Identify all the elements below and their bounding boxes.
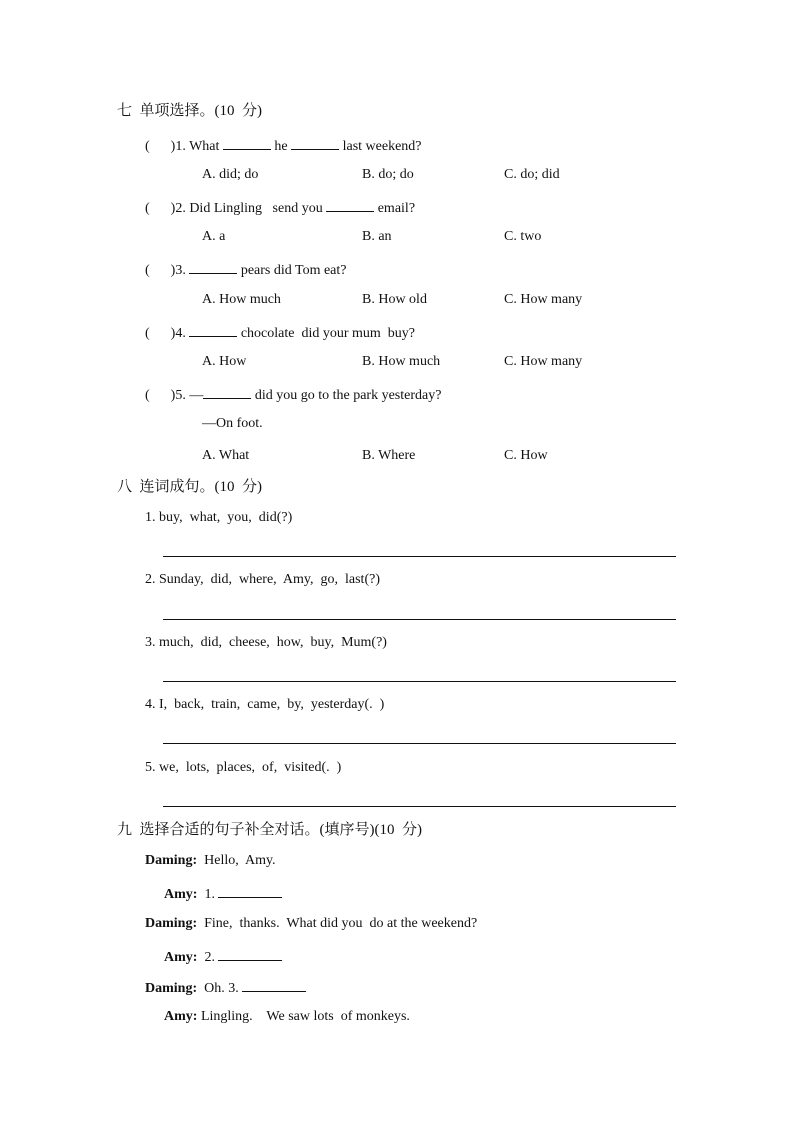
section7-title: 七 单项选择。(10 分)	[117, 103, 262, 119]
dialogue-line-5: Daming: Oh. 3.	[145, 977, 306, 998]
speaker-label: Amy:	[164, 1009, 198, 1024]
reorder-item-5: 5. we, lots, places, of, visited(. )	[145, 760, 342, 775]
question-4-option-a: A. How	[202, 354, 247, 369]
question-4-option-b: B. How much	[362, 354, 441, 369]
question-2-option-c: C. two	[504, 229, 542, 244]
question-3-stem: ( )3. pears did Tom eat?	[145, 259, 347, 280]
question-4-stem: ( )4. chocolate did your mum buy?	[145, 322, 415, 343]
speaker-label: Daming:	[145, 853, 198, 868]
question-3-option-a: A. How much	[202, 292, 281, 307]
question-5-option-b: B. Where	[362, 448, 416, 463]
answer-line-3[interactable]	[163, 681, 676, 682]
answer-blank[interactable]	[242, 977, 306, 992]
answer-line-4[interactable]	[163, 743, 676, 744]
question-2-stem: ( )2. Did Lingling send you email?	[145, 197, 415, 218]
question-5-option-a: A. What	[202, 448, 250, 463]
speaker-label: Daming:	[145, 981, 198, 996]
speaker-label: Daming:	[145, 916, 198, 931]
question-2-option-b: B. an	[362, 229, 392, 244]
reorder-item-2: 2. Sunday, did, where, Amy, go, last(?)	[145, 572, 380, 587]
question-4-option-c: C. How many	[504, 354, 583, 369]
answer-blank[interactable]	[223, 135, 271, 150]
dialogue-line-1: Daming: Hello, Amy.	[145, 853, 276, 868]
reorder-item-3: 3. much, did, cheese, how, buy, Mum(?)	[145, 635, 387, 650]
answer-blank[interactable]	[189, 322, 237, 337]
answer-blank[interactable]	[218, 946, 282, 961]
reorder-item-1: 1. buy, what, you, did(?)	[145, 510, 293, 525]
speaker-label: Amy:	[164, 887, 198, 902]
answer-line-2[interactable]	[163, 619, 676, 620]
section9-title: 九 选择合适的句子补全对话。(填序号)(10 分)	[117, 822, 422, 838]
question-2-option-a: A. a	[202, 229, 226, 244]
answer-blank[interactable]	[189, 259, 237, 274]
answer-blank[interactable]	[291, 135, 339, 150]
question-3-option-b: B. How old	[362, 292, 427, 307]
speaker-label: Amy:	[164, 950, 198, 965]
question-1-option-c: C. do; did	[504, 167, 560, 182]
answer-line-5[interactable]	[163, 806, 676, 807]
answer-blank[interactable]	[203, 384, 251, 399]
section8-title: 八 连词成句。(10 分)	[117, 479, 262, 495]
answer-blank[interactable]	[326, 197, 374, 212]
answer-line-1[interactable]	[163, 556, 676, 557]
question-1-option-a: A. did; do	[202, 167, 259, 182]
question-5-option-c: C. How	[504, 448, 548, 463]
question-5-answer-line: —On foot.	[202, 416, 263, 431]
reorder-item-4: 4. I, back, train, came, by, yesterday(. )	[145, 697, 385, 712]
answer-blank[interactable]	[218, 883, 282, 898]
question-1-option-b: B. do; do	[362, 167, 414, 182]
question-5-stem: ( )5. — did you go to the park yesterday?	[145, 384, 441, 405]
question-3-option-c: C. How many	[504, 292, 583, 307]
dialogue-line-6: Amy: Lingling. We saw lots of monkeys.	[164, 1009, 410, 1024]
question-1-stem: ( )1. What he last weekend?	[145, 135, 422, 156]
dialogue-line-2: Amy: 1.	[164, 883, 282, 904]
dialogue-line-3: Daming: Fine, thanks. What did you do at the weekend?	[145, 916, 478, 931]
dialogue-line-4: Amy: 2.	[164, 946, 282, 967]
